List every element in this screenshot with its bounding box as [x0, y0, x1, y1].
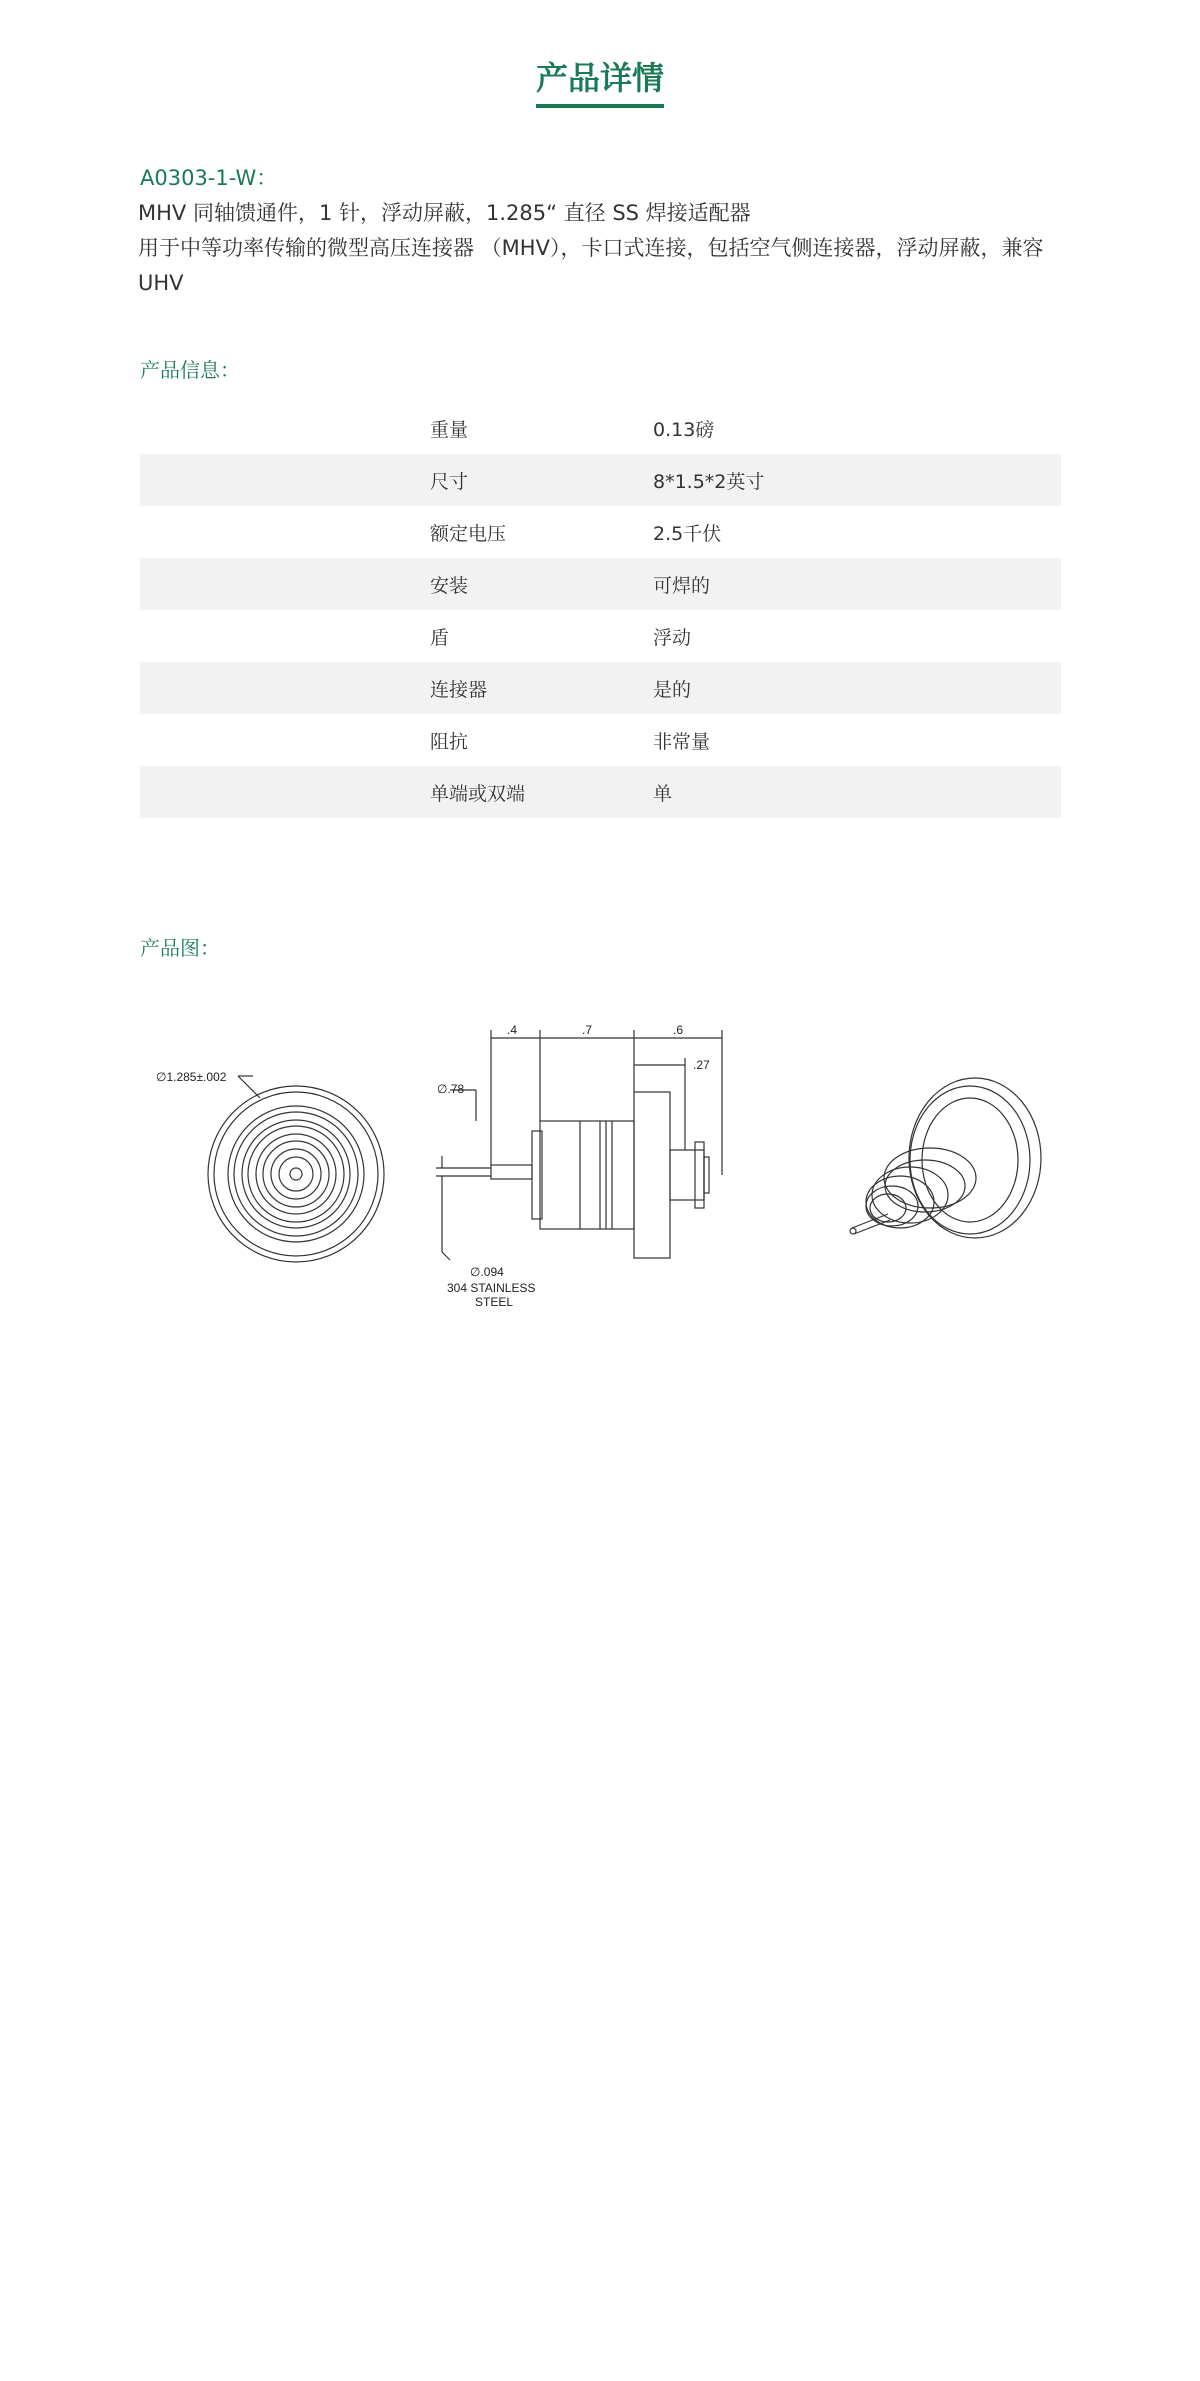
spec-row-mounting	[140, 558, 1061, 610]
dim-diameter: ∅1.285±.002	[156, 1070, 227, 1084]
spec-key: 盾	[430, 626, 450, 649]
spec-key: 尺寸	[430, 470, 469, 493]
spec-row-voltage	[140, 506, 1061, 558]
spec-row-impedance	[140, 714, 1061, 766]
dim-07: .7	[581, 1023, 593, 1037]
spec-value: 2.5千伏	[653, 522, 722, 545]
spec-value: 0.13磅	[653, 418, 715, 441]
dim-06: .6	[672, 1023, 684, 1037]
material-line-1: 304 STAINLESS	[447, 1281, 536, 1295]
dim-027: .27	[693, 1058, 710, 1072]
spec-value: 非常量	[653, 730, 711, 753]
spec-row-size	[140, 454, 1061, 506]
product-model: A0303-1-W：	[140, 166, 278, 190]
page-title: 产品详情	[536, 58, 664, 108]
side-view	[436, 1030, 722, 1260]
spec-value: 单	[653, 782, 673, 805]
dim-04: .4	[506, 1023, 518, 1037]
spec-key: 安装	[430, 574, 469, 597]
title-wrap	[0, 58, 1200, 108]
dim-078: ∅.78	[437, 1082, 465, 1096]
product-info-label: 产品信息：	[140, 358, 240, 382]
technical-drawing	[140, 990, 1061, 1330]
spec-key: 单端或双端	[430, 782, 526, 805]
spec-value: 是的	[653, 678, 692, 701]
spec-row-shield	[140, 610, 1061, 662]
spec-key: 额定电压	[430, 522, 507, 545]
spec-row-connector	[140, 662, 1061, 714]
material-line-2: STEEL	[475, 1295, 514, 1309]
spec-value: 8*1.5*2英寸	[653, 470, 765, 493]
spec-value: 浮动	[653, 626, 692, 649]
dim-094: ∅.094	[470, 1265, 504, 1279]
product-figure-label: 产品图：	[140, 936, 220, 960]
product-description	[138, 196, 1062, 301]
spec-row-weight	[140, 402, 1061, 454]
spec-key: 阻抗	[430, 730, 469, 753]
spec-key: 连接器	[430, 678, 488, 701]
front-view	[208, 1076, 384, 1262]
spec-row-ended	[140, 766, 1061, 818]
isometric-view	[850, 1078, 1041, 1238]
description-line-1: MHV 同轴馈通件，1 针，浮动屏蔽，1.285“ 直径 SS 焊接适配器	[138, 201, 751, 225]
description-line-2: 用于中等功率传输的微型高压连接器 （MHV），卡口式连接，包括空气侧连接器，浮动屏蔽，兼容 UHV	[138, 236, 1044, 295]
spec-table	[140, 402, 1061, 818]
spec-value: 可焊的	[653, 574, 711, 597]
spec-key: 重量	[430, 418, 469, 441]
product-drawing	[140, 990, 1061, 1330]
